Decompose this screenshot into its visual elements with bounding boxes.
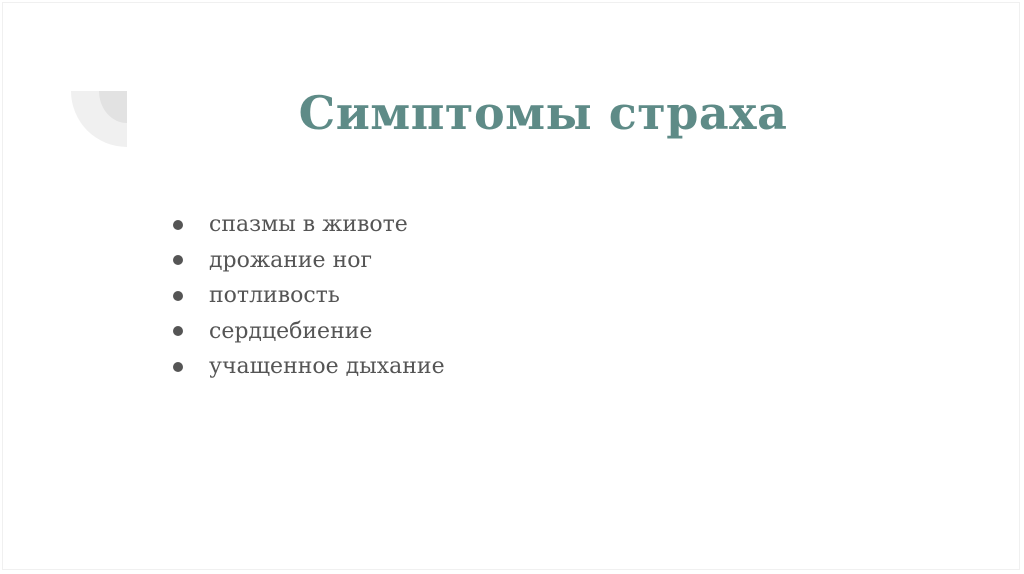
bullet-icon xyxy=(173,362,183,372)
symptom-list xyxy=(169,207,445,385)
list-item xyxy=(169,207,445,243)
slide xyxy=(2,2,1020,570)
list-item xyxy=(169,243,445,279)
bullet-icon xyxy=(173,220,183,230)
list-item-text: спазмы в животе xyxy=(209,212,408,238)
list-item-text: учащенное дыхание xyxy=(209,354,445,380)
list-item xyxy=(169,278,445,314)
list-item-text: потливость xyxy=(209,283,340,309)
list-item-text: дрожание ног xyxy=(209,247,373,273)
list-item-text: сердцебиение xyxy=(209,318,373,344)
bullet-icon xyxy=(173,326,183,336)
slide-title: Симптомы страха xyxy=(298,86,788,140)
bullet-icon xyxy=(173,291,183,301)
bullet-icon xyxy=(173,255,183,265)
list-item xyxy=(169,349,445,385)
list-item xyxy=(169,314,445,350)
